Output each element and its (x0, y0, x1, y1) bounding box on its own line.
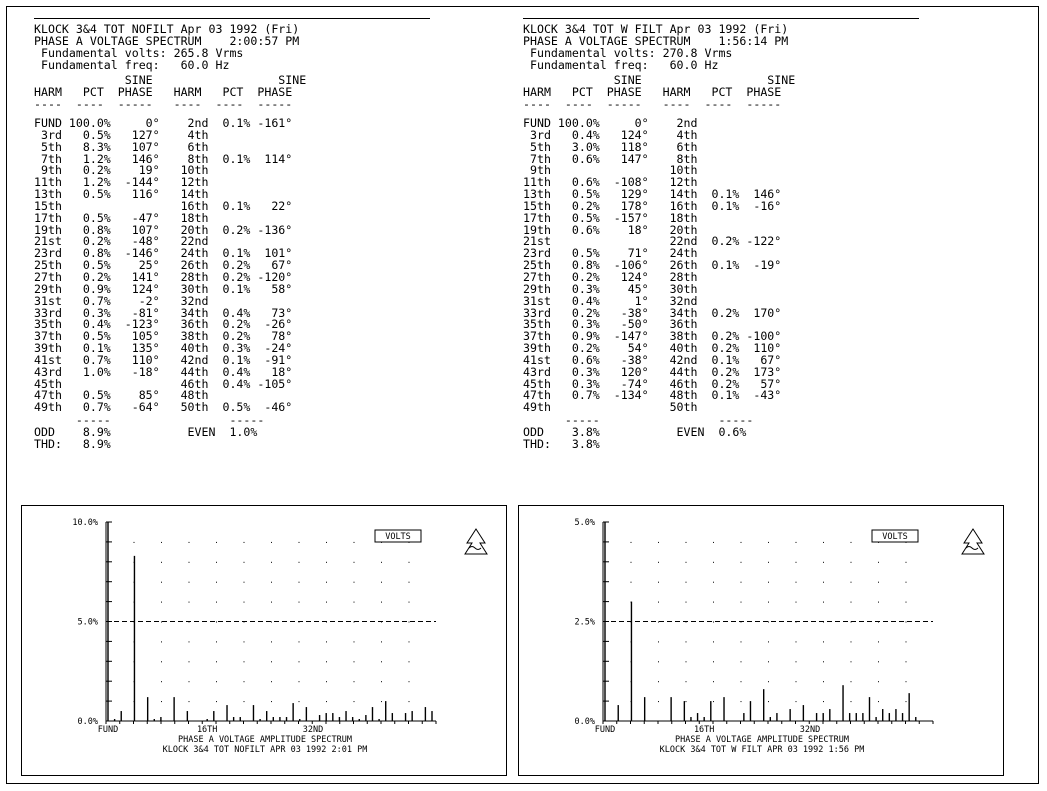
header-rule (523, 18, 919, 19)
grid-dot (686, 562, 687, 563)
table-row: 11th 1.2% -144° 12th (34, 175, 209, 190)
grid-dot (189, 661, 190, 662)
grid-dot (823, 681, 824, 682)
grid-dot (686, 681, 687, 682)
grid-dot (768, 622, 769, 623)
table-row: 39th 0.1% 135° 40th 0.3% -24° (34, 341, 293, 356)
table-row: 29th 0.3% 45° 30th (523, 281, 698, 296)
totals-rule: ----- ----- (523, 413, 754, 427)
units-label: VOLTS (882, 532, 908, 542)
x-tick-label: 16TH (693, 725, 715, 735)
grid-dot (631, 542, 632, 543)
grid-dot (768, 562, 769, 563)
grid-dot (878, 661, 879, 662)
header-rule (34, 18, 430, 19)
grid-dot (851, 542, 852, 543)
grid-dot (658, 641, 659, 642)
grid-dot (768, 641, 769, 642)
grid-dot (768, 542, 769, 543)
units-label: VOLTS (385, 532, 411, 542)
x-tick-label: 32ND (302, 725, 324, 735)
grid-dot (216, 562, 217, 563)
grid-dot (354, 641, 355, 642)
table-row: 7th 0.6% 147° 8th (523, 151, 698, 166)
totals (523, 415, 753, 451)
grid-dot (741, 582, 742, 583)
grid-dot (409, 622, 410, 623)
grid-dot (299, 562, 300, 563)
grid-dot (216, 602, 217, 603)
grid-dot (189, 681, 190, 682)
grid-dot (741, 602, 742, 603)
grid-dot (658, 582, 659, 583)
grid-dot (161, 701, 162, 702)
grid-dot (161, 661, 162, 662)
grid-dot (658, 622, 659, 623)
grid-dot (381, 681, 382, 682)
grid-dot (381, 562, 382, 563)
grid-dot (189, 582, 190, 583)
grid-dot (326, 661, 327, 662)
grid-dot (299, 602, 300, 603)
grid-dot (271, 562, 272, 563)
grid-dot (216, 622, 217, 623)
grid-dot (299, 681, 300, 682)
grid-dot (409, 602, 410, 603)
y-tick-label: 5.0% (77, 617, 98, 628)
right-spectrum-panel (518, 505, 1004, 776)
table-row: 45th 0.3% -74° 46th 0.2% 57° (523, 376, 782, 391)
left-spectrum-chart (22, 506, 508, 777)
grid-dot (741, 661, 742, 662)
header-subtitle: PHASE A VOLTAGE SPECTRUM 1:56:14 PM (523, 33, 789, 48)
grid-dot (244, 661, 245, 662)
table-row: 21st 22nd 0.2% -122° (523, 234, 782, 249)
x-tick-label: FUND (97, 725, 119, 735)
grid-dot (658, 562, 659, 563)
table-row: 25th 0.5% 25° 26th 0.2% 67° (34, 258, 293, 273)
grid-dot (713, 681, 714, 682)
grid-dot (409, 701, 410, 702)
table-row: 43rd 1.0% -18° 44th 0.4% 18° (34, 364, 293, 379)
header-title: KLOCK 3&4 TOT NOFILT Apr 03 1992 (Fri) (34, 22, 300, 36)
grid-dot (768, 681, 769, 682)
grid-dot (189, 562, 190, 563)
grid-dot (409, 681, 410, 682)
grid-dot (796, 641, 797, 642)
grid-dot (244, 542, 245, 543)
column-header-line: HARM PCT PHASE HARM PCT PHASE (34, 84, 293, 99)
grid-dot (851, 681, 852, 682)
table-row: 15th 0.2% 178° 16th 0.1% -16° (523, 198, 782, 213)
column-header-line: SINE SINE (523, 73, 796, 87)
grid-dot (851, 602, 852, 603)
grid-dot (326, 542, 327, 543)
grid-dot (796, 701, 797, 702)
units-box (375, 530, 421, 542)
fundamental-volts: Fundamental volts: 265.8 Vrms (34, 45, 244, 60)
grid-dot (244, 641, 245, 642)
totals (34, 415, 264, 451)
thd-total: THD: 3.8% (523, 436, 600, 451)
grid-dot (381, 661, 382, 662)
grid-dot (299, 641, 300, 642)
table-row: FUND 100.0% 0° 2nd (523, 116, 698, 130)
table-row: 29th 0.9% 124° 30th 0.1% 58° (34, 281, 293, 296)
table-row: 7th 1.2% 146° 8th 0.1% 114° (34, 151, 293, 166)
report-header (34, 24, 299, 71)
y-tick-label: 10.0% (72, 518, 98, 528)
grid-dot (768, 602, 769, 603)
grid-dot (326, 582, 327, 583)
grid-dot (906, 602, 907, 603)
table-row: 31st 0.7% -2° 32nd (34, 293, 209, 308)
table-row: 27th 0.2% 141° 28th 0.2% -120° (34, 269, 293, 284)
grid-dot (713, 542, 714, 543)
grid-dot (851, 562, 852, 563)
column-header-line: SINE SINE (34, 73, 307, 87)
grid-dot (713, 582, 714, 583)
grid-dot (823, 602, 824, 603)
grid-dot (354, 701, 355, 702)
grid-dot (161, 622, 162, 623)
table-row: 35th 0.4% -123° 36th 0.2% -26° (34, 317, 293, 332)
y-tick-label: 2.5% (574, 617, 595, 628)
grid-dot (299, 701, 300, 702)
grid-dot (216, 542, 217, 543)
grid-dot (741, 701, 742, 702)
thd-total: THD: 8.9% (34, 436, 111, 451)
grid-dot (271, 542, 272, 543)
grid-dot (878, 562, 879, 563)
grid-dot (658, 602, 659, 603)
grid-dot (713, 622, 714, 623)
table-row: 45th 46th 0.4% -105° (34, 376, 293, 391)
grid-dot (216, 661, 217, 662)
grid-dot (381, 641, 382, 642)
table-row: 23rd 0.5% 71° 24th (523, 246, 698, 261)
grid-dot (713, 641, 714, 642)
logo-wave (966, 547, 978, 550)
grid-dot (713, 701, 714, 702)
x-tick-label: 16TH (196, 725, 218, 735)
grid-dot (326, 641, 327, 642)
grid-dot (878, 582, 879, 583)
grid-dot (354, 661, 355, 662)
table-row: 3rd 0.4% 124° 4th (523, 127, 698, 142)
y-tick-label: 5.0% (574, 518, 595, 528)
grid-dot (409, 661, 410, 662)
grid-dot (326, 562, 327, 563)
grid-dot (161, 562, 162, 563)
grid-dot (354, 602, 355, 603)
grid-dot (216, 701, 217, 702)
grid-dot (216, 582, 217, 583)
grid-dot (271, 641, 272, 642)
grid-dot (271, 602, 272, 603)
grid-dot (713, 661, 714, 662)
table-row: 19th 0.8% 107° 20th 0.2% -136° (34, 222, 293, 237)
plot-caption-title: PHASE A VOLTAGE AMPLITUDE SPECTRUM (178, 735, 352, 745)
grid-dot (658, 661, 659, 662)
grid-dot (878, 641, 879, 642)
plot-caption-source: KLOCK 3&4 TOT NOFILT APR 03 1992 2:01 PM (162, 745, 368, 755)
fundamental-freq: Fundamental freq: 60.0 Hz (34, 57, 230, 72)
grid-dot (631, 562, 632, 563)
table-row: 37th 0.5% 105° 38th 0.2% 78° (34, 329, 293, 344)
table-row: 3rd 0.5% 127° 4th (34, 127, 209, 142)
grid-dot (823, 562, 824, 563)
table-row: 9th 0.2% 19° 10th (34, 163, 209, 178)
grid-dot (851, 582, 852, 583)
table-row: 47th 0.5% 85° 48th (34, 388, 209, 403)
table-row: 5th 3.0% 118° 6th (523, 139, 698, 154)
grid-dot (409, 562, 410, 563)
grid-dot (326, 701, 327, 702)
left-spectrum-panel (21, 505, 507, 776)
grid-dot (686, 641, 687, 642)
fundamental-volts: Fundamental volts: 270.8 Vrms (523, 45, 733, 60)
grid-dot (823, 641, 824, 642)
grid-dot (796, 661, 797, 662)
table-row: 37th 0.9% -147° 38th 0.2% -100° (523, 329, 782, 344)
grid-dot (326, 602, 327, 603)
grid-dot (851, 641, 852, 642)
grid-dot (906, 701, 907, 702)
table-row: 13th 0.5% 129° 14th 0.1% 146° (523, 187, 782, 202)
totals-rule: ----- ----- (34, 413, 265, 427)
table-row: 23rd 0.8% -146° 24th 0.1% 101° (34, 246, 293, 261)
table-row: 35th 0.3% -50° 36th (523, 317, 698, 332)
grid-dot (631, 582, 632, 583)
grid-dot (244, 602, 245, 603)
grid-dot (906, 681, 907, 682)
table-row: 33rd 0.2% -38° 34th 0.2% 170° (523, 305, 782, 320)
grid-dot (796, 542, 797, 543)
plot-caption-source: KLOCK 3&4 TOT W FILT APR 03 1992 1:56 PM (659, 745, 865, 755)
grid-dot (161, 542, 162, 543)
x-tick-label: 32ND (799, 725, 821, 735)
table-row: 49th 50th (523, 400, 698, 415)
grid-dot (299, 661, 300, 662)
table-row: 15th 16th 0.1% 22° (34, 198, 293, 213)
grid-dot (189, 641, 190, 642)
grid-dot (271, 582, 272, 583)
header-title: KLOCK 3&4 TOT W FILT Apr 03 1992 (Fri) (523, 22, 789, 36)
grid-dot (823, 661, 824, 662)
grid-dot (354, 562, 355, 563)
grid-dot (409, 582, 410, 583)
table-row: 11th 0.6% -108° 12th (523, 175, 698, 190)
grid-dot (796, 582, 797, 583)
column-headers (523, 75, 795, 111)
y-tick-label: 0.0% (574, 717, 595, 727)
logo-outline (962, 529, 984, 554)
grid-dot (189, 542, 190, 543)
grid-dot (216, 641, 217, 642)
grid-dot (299, 582, 300, 583)
grid-dot (244, 701, 245, 702)
grid-dot (906, 562, 907, 563)
grid-dot (244, 562, 245, 563)
grid-dot (878, 602, 879, 603)
grid-dot (686, 661, 687, 662)
grid-dot (823, 582, 824, 583)
grid-dot (381, 602, 382, 603)
grid-dot (796, 602, 797, 603)
grid-dot (134, 542, 135, 543)
table-row: 27th 0.2% 124° 28th (523, 269, 698, 284)
grid-dot (823, 542, 824, 543)
grid-dot (271, 661, 272, 662)
grid-dot (713, 602, 714, 603)
harmonics-table (523, 118, 781, 414)
grid-dot (878, 681, 879, 682)
grid-dot (354, 582, 355, 583)
grid-dot (768, 661, 769, 662)
grid-dot (906, 582, 907, 583)
grid-dot (713, 562, 714, 563)
grid-dot (741, 562, 742, 563)
table-row: 41st 0.6% -38° 42nd 0.1% 67° (523, 352, 782, 367)
grid-dot (271, 701, 272, 702)
grid-dot (409, 641, 410, 642)
grid-dot (686, 582, 687, 583)
logo-wave (469, 547, 481, 550)
table-row: 17th 0.5% -47° 18th (34, 210, 209, 225)
grid-dot (161, 602, 162, 603)
harmonics-table (34, 118, 292, 414)
grid-dot (354, 542, 355, 543)
grid-dot (741, 641, 742, 642)
grid-dot (851, 701, 852, 702)
grid-dot (161, 641, 162, 642)
grid-dot (906, 622, 907, 623)
table-row: FUND 100.0% 0° 2nd 0.1% -161° (34, 116, 293, 130)
table-row: 9th 10th (523, 163, 698, 178)
fundamental-freq: Fundamental freq: 60.0 Hz (523, 57, 719, 72)
table-row: 19th 0.6% 18° 20th (523, 222, 698, 237)
odd-even-totals: ODD 8.9% EVEN 1.0% (34, 424, 258, 439)
table-row: 25th 0.8% -106° 26th 0.1% -19° (523, 258, 782, 273)
grid-dot (906, 641, 907, 642)
column-headers (34, 75, 306, 111)
grid-dot (271, 622, 272, 623)
odd-even-totals: ODD 3.8% EVEN 0.6% (523, 424, 747, 439)
table-row: 39th 0.2% 54° 40th 0.2% 110° (523, 341, 782, 356)
grid-dot (271, 681, 272, 682)
grid-dot (658, 542, 659, 543)
grid-dot (686, 701, 687, 702)
grid-dot (686, 542, 687, 543)
units-box (872, 530, 918, 542)
grid-dot (658, 681, 659, 682)
grid-dot (381, 701, 382, 702)
grid-dot (189, 701, 190, 702)
x-tick-label: FUND (594, 725, 616, 735)
table-row: 17th 0.5% -157° 18th (523, 210, 698, 225)
grid-dot (768, 701, 769, 702)
grid-dot (381, 582, 382, 583)
grid-dot (851, 661, 852, 662)
grid-dot (658, 701, 659, 702)
grid-dot (823, 701, 824, 702)
grid-dot (741, 681, 742, 682)
grid-dot (216, 681, 217, 682)
table-row: 33rd 0.3% -81° 34th 0.4% 73° (34, 305, 293, 320)
table-row: 43rd 0.3% 120° 44th 0.2% 173° (523, 364, 782, 379)
y-tick-label: 0.0% (77, 717, 98, 727)
table-row: 47th 0.7% -134° 48th 0.1% -43° (523, 388, 782, 403)
grid-dot (354, 681, 355, 682)
table-row: 49th 0.7% -64° 50th 0.5% -46° (34, 400, 293, 415)
grid-dot (244, 582, 245, 583)
grid-dot (244, 681, 245, 682)
grid-dot (161, 681, 162, 682)
grid-dot (161, 582, 162, 583)
grid-dot (796, 681, 797, 682)
table-row: 5th 8.3% 107° 6th (34, 139, 209, 154)
grid-dot (326, 681, 327, 682)
header-subtitle: PHASE A VOLTAGE SPECTRUM 2:00:57 PM (34, 33, 300, 48)
logo-icon (465, 529, 487, 554)
grid-dot (796, 562, 797, 563)
grid-dot (686, 602, 687, 603)
plot-caption-title: PHASE A VOLTAGE AMPLITUDE SPECTRUM (675, 735, 849, 745)
table-row: 13th 0.5% 116° 14th (34, 187, 209, 202)
logo-icon (962, 529, 984, 554)
grid-dot (189, 602, 190, 603)
table-row: 21st 0.2% -48° 22nd (34, 234, 209, 249)
grid-dot (768, 582, 769, 583)
table-row: 41st 0.7% 110° 42nd 0.1% -91° (34, 352, 293, 367)
table-row: 31st 0.4% 1° 32nd (523, 293, 698, 308)
grid-dot (299, 542, 300, 543)
report-header (523, 24, 788, 71)
grid-dot (741, 542, 742, 543)
logo-outline (465, 529, 487, 554)
grid-dot (878, 701, 879, 702)
grid-dot (906, 661, 907, 662)
column-header-line: ---- ---- ----- ---- ---- ----- (523, 96, 782, 111)
right-spectrum-chart (519, 506, 1005, 777)
column-header-line: HARM PCT PHASE HARM PCT PHASE (523, 84, 782, 99)
column-header-line: ---- ---- ----- ---- ---- ----- (34, 96, 293, 111)
